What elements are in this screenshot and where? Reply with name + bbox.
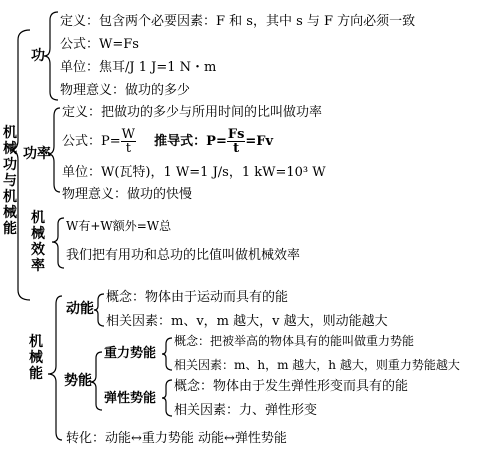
- energy-conversion: 转化：动能↔重力势能 动能↔弹性势能: [66, 431, 287, 446]
- power-formula-prefix: 公式：P=: [62, 134, 121, 149]
- energy-brace: [48, 296, 62, 440]
- power-meaning: 物理意义：做功的快慢: [62, 187, 193, 202]
- energy-title: 机械能: [29, 334, 43, 382]
- kinetic-factors: 相关因素：m、v，m 越大，v 越大，则动能越大: [106, 314, 388, 329]
- power-formula-num: W: [121, 127, 136, 142]
- elastic-concept: 概念：物体由于发生弹性形变而具有的能: [174, 379, 409, 394]
- power-derived-fraction: [227, 128, 246, 155]
- efficiency-formula: W有+W额外=W总: [66, 219, 172, 233]
- work-formula: 公式：W=Fs: [60, 37, 139, 52]
- kinetic-brace: [94, 294, 104, 326]
- power-derived-den: t: [233, 141, 240, 156]
- power-unit: 单位：W(瓦特)，1 W=1 J/s，1 kW=10³ W: [62, 165, 326, 180]
- power-formula-fraction: [121, 128, 136, 155]
- gravity-factors: 相关因素：m、h，m 越大，h 越大，则重力势能越大: [174, 358, 460, 372]
- gravity-brace: [162, 338, 172, 370]
- kinetic-concept: 概念：物体由于运动而具有的能: [106, 290, 289, 305]
- power-derived-label: 推导式：: [154, 134, 207, 149]
- power-derived-prefix: P=: [206, 134, 227, 149]
- root-title: 机械功与机械能: [3, 125, 17, 237]
- work-definition: 定义：包含两个必要因素：F 和 s，其中 s 与 F 方向必须一致: [60, 14, 416, 29]
- efficiency-definition: 我们把有用功和总功的比值叫做机械效率: [66, 248, 301, 263]
- potential-title: 势能: [64, 373, 92, 389]
- power-definition: 定义：把做功的多少与所用时间的比叫做功率: [62, 105, 323, 120]
- elastic-title: 弹性势能: [104, 391, 157, 406]
- work-title: 功: [31, 48, 45, 64]
- power-derived-suffix: =Fv: [245, 134, 274, 149]
- elastic-factors: 相关因素：力、弹性形变: [174, 403, 318, 418]
- power-derived-num: Fs: [227, 127, 245, 142]
- work-unit: 单位：焦耳/J 1 J=1 N・m: [60, 60, 217, 75]
- power-formula-den: t: [125, 141, 131, 156]
- power-formula: [62, 128, 273, 155]
- elastic-brace: [162, 380, 172, 416]
- gravity-title: 重力势能: [104, 346, 157, 361]
- work-brace: [44, 12, 58, 100]
- kinetic-title: 动能: [66, 301, 94, 317]
- power-title: 功率: [23, 146, 51, 162]
- gravity-concept: 概念：把被举高的物体具有的能叫做重力势能: [174, 334, 415, 348]
- work-meaning: 物理意义：做功的多少: [60, 83, 191, 98]
- efficiency-title: 机械效率: [31, 210, 45, 274]
- efficiency-brace: [52, 218, 64, 268]
